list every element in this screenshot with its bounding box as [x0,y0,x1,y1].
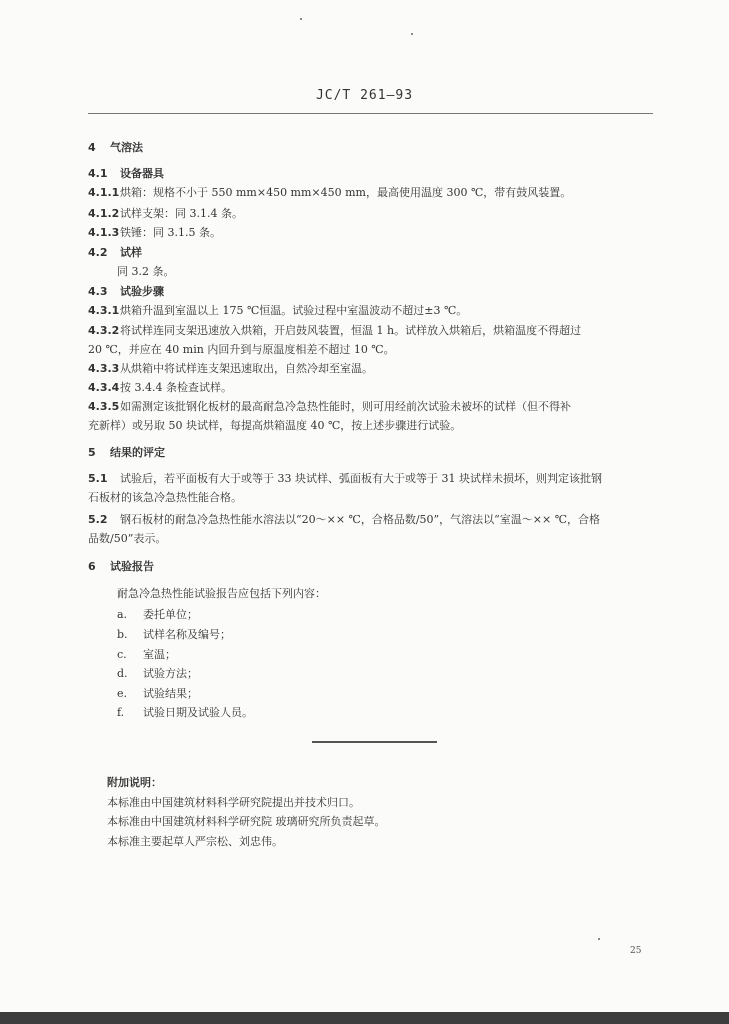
item-letter: f. [117,706,125,719]
clause-4-3-heading [88,285,164,299]
section-number: 6 [88,560,96,573]
item-text: 试验日期及试验人员。 [143,706,253,719]
scan-speck [598,938,600,940]
clause-4-3-4 [88,381,232,395]
clause-text: 烘箱：规格不小于 550 mm×450 mm×450 mm，最高使用温度 300 ℃，带有鼓风装置。 [120,186,572,199]
clause-text: 试验后，若平面板有大于或等于 33 块试样、弧面板有大于或等于 31 块试样未损坏，则判定该批钢 [120,472,602,485]
standard-code-header: JC/T 261—93 [315,88,414,103]
item-letter: a. [117,608,128,621]
clause-4-2-text: 同 3.2 条。 [117,265,175,278]
report-item-d [117,667,198,681]
clause-number: 5.2 [88,513,108,526]
clause-4-2-heading [88,246,142,260]
clause-number: 4.3.4 [88,381,120,394]
section-number: 5 [88,446,96,459]
report-item-b [117,628,231,642]
clause-5-1 [88,472,602,486]
item-letter: b. [117,628,128,641]
clause-number: 4.1.1 [88,186,120,199]
clause-number: 4.1 [88,167,108,180]
clause-number: 4.2 [88,246,108,259]
item-text: 委托单位； [143,608,198,621]
appendix-line: 本标准由中国建筑材料科学研究院 玻璃研究所负责起草。 [107,815,386,828]
header-rule [88,113,653,114]
clause-4-1-3 [88,226,221,240]
clause-number: 4.3.5 [88,400,120,413]
report-item-f [117,706,253,720]
section-title: 试验报告 [110,560,154,573]
clause-number: 4.1.3 [88,226,120,239]
clause-number: 4.3 [88,285,108,298]
section-4-heading [88,141,143,155]
clause-4-1-2 [88,207,243,221]
report-intro: 耐急冷急热性能试验报告应包括下列内容： [117,587,326,600]
item-text: 室温； [143,648,176,661]
clause-text: 按 3.4.4 条检查试样。 [120,381,232,394]
clause-5-2 [88,513,600,527]
clause-4-3-2-continued: 20 ℃，并应在 40 min 内回升到与原温度相差不超过 10 ℃。 [88,343,395,356]
item-text: 试样名称及编号； [143,628,231,641]
appendix-title: 附加说明： [107,776,162,789]
clause-text: 如需测定该批钢化板材的最高耐急冷急热性能时，则可用经前次试验未被坏的试样（但不得补 [120,400,571,413]
clause-4-3-5-continued: 充新样）或另取 50 块试样，每提高烘箱温度 40 ℃，按上述步骤进行试验。 [88,419,462,432]
appendix-line: 本标准主要起草人严宗松、刘忠伟。 [107,835,283,848]
report-item-e [117,687,198,701]
item-text: 试验方法； [143,667,198,680]
scan-speck [300,18,302,20]
section-6-heading [88,560,154,574]
item-letter: d. [117,667,128,680]
clause-title: 试样 [120,246,142,259]
section-number: 4 [88,141,96,154]
appendix-line: 本标准由中国建筑材料科学研究院提出并技术归口。 [107,796,360,809]
end-divider [312,741,437,743]
item-text: 试验结果； [143,687,198,700]
clause-4-3-2 [88,324,581,338]
clause-4-3-1 [88,304,467,318]
section-title: 结果的评定 [110,446,165,459]
clause-number: 4.1.2 [88,207,120,220]
clause-text: 将试样连同支架迅速放入烘箱，开启鼓风装置，恒温 1 h。试样放入烘箱后，烘箱温度不得超过 [120,324,582,337]
clause-text: 钢石板材的耐急冷急热性能水溶法以“20～×× ℃，合格品数/50”，气溶法以“室温～×× ℃，合格 [120,513,601,526]
clause-text: 烘箱升温到室温以上 175 ℃恒温。试验过程中室温波动不超过±3 ℃。 [120,304,468,317]
clause-title: 设备器具 [120,167,164,180]
clause-text: 试样支架：同 3.1.4 条。 [120,207,243,220]
report-item-c [117,648,176,662]
item-letter: e. [117,687,128,700]
item-letter: c. [117,648,127,661]
clause-4-3-3 [88,362,373,376]
clause-text: 从烘箱中将试样连支架迅速取出，自然冷却至室温。 [120,362,373,375]
clause-number: 5.1 [88,472,108,485]
scan-bottom-edge [0,1012,729,1024]
section-title: 气溶法 [110,141,143,154]
clause-number: 4.3.1 [88,304,120,317]
clause-title: 试验步骤 [120,285,164,298]
section-5-heading [88,446,165,460]
clause-5-1-continued: 石板材的该急冷急热性能合格。 [88,491,242,504]
scan-speck [411,33,413,35]
clause-4-1-heading [88,167,164,181]
clause-5-2-continued: 品数/50”表示。 [88,532,167,545]
clause-number: 4.3.2 [88,324,120,337]
page-number: 25 [630,946,642,956]
clause-text: 铁锤：同 3.1.5 条。 [120,226,221,239]
clause-4-1-1 [88,186,571,200]
clause-number: 4.3.3 [88,362,120,375]
clause-4-3-5 [88,400,571,414]
report-item-a [117,608,198,622]
